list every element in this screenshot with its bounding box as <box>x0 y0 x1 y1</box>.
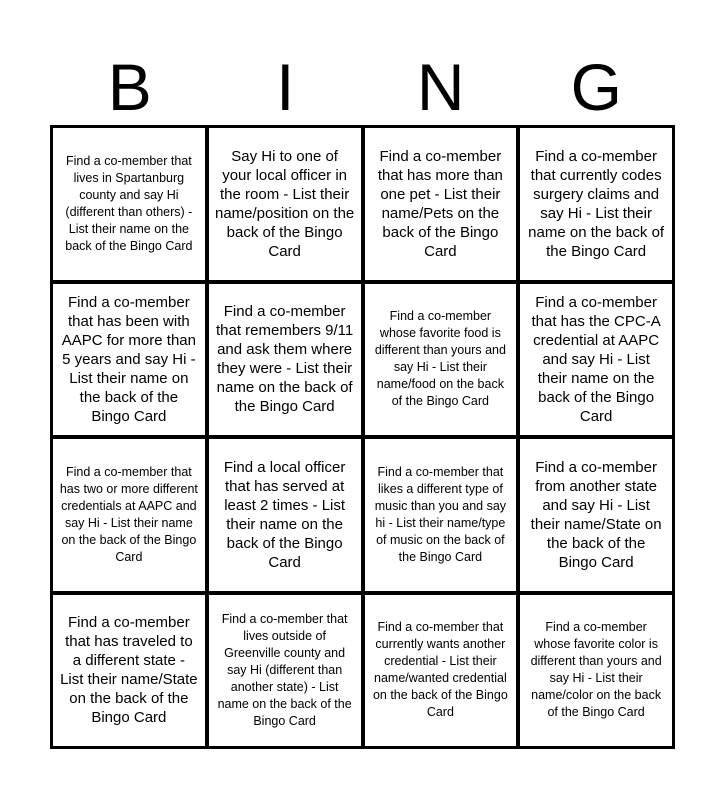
bingo-cell-r1c3[interactable] <box>365 128 517 280</box>
bingo-cell-text: Find a co-member that lives outside of Greenville county and say Hi (different than another state) - List name on the back of the Bingo Card <box>217 611 352 728</box>
bingo-cell-text: Say Hi to one of your local officer in the room - List their name/position on the back of the Bingo Card <box>214 147 355 260</box>
bingo-cell-r4c1[interactable] <box>53 595 205 747</box>
bingo-cell-text: Find a co-member whose favorite food is different than yours and say Hi - List their name/food on the back of the Bingo Card <box>374 309 506 409</box>
bingo-cell-text: Find a co-member that currently codes surgery claims and say Hi - List their name on the back of the Bingo Card <box>528 147 665 260</box>
bingo-board <box>50 125 675 749</box>
bingo-header <box>52 52 674 122</box>
bingo-cell-r3c4[interactable] <box>520 439 672 591</box>
bingo-cell-r3c2[interactable] <box>209 439 361 591</box>
bingo-cell-text: Find a co-member that has more than one pet - List their name/Pets on the back of the Bingo Card <box>377 147 503 260</box>
bingo-cell-text: Find a co-member that lives in Spartanburg county and say Hi (different than others) - List their name on the back of the Bingo Card <box>65 153 193 253</box>
header-letter-g: G <box>570 50 622 124</box>
bingo-cell-text: Find a co-member that likes a different type of music than you and say hi - List their name/type of music on the back of the Bingo Card <box>374 464 507 564</box>
bingo-cell-r1c4[interactable] <box>520 128 672 280</box>
bingo-cell-r4c4[interactable] <box>520 595 672 747</box>
bingo-cell-r1c2[interactable] <box>209 128 361 280</box>
bingo-cell-r2c4[interactable] <box>520 284 672 436</box>
bingo-cell-text: Find a local officer that has served at least 2 times - List their name on the back of the Bingo Card <box>223 458 346 571</box>
bingo-cell-text: Find a co-member whose favorite color is different than yours and say Hi - List their name/color on the back of the Bingo Card <box>530 620 662 720</box>
bingo-cell-text: Find a co-member that has the CPC-A credential at AAPC and say Hi - List their name on the back of the Bingo Card <box>531 293 661 425</box>
bingo-cell-r2c2[interactable] <box>209 284 361 436</box>
bingo-cell-text: Find a co-member from another state and say Hi - List their name/State on the back of the Bingo Card <box>530 458 662 571</box>
header-letter-b: B <box>107 50 152 124</box>
bingo-cell-r1c1[interactable] <box>53 128 205 280</box>
bingo-cell-r4c2[interactable] <box>209 595 361 747</box>
bingo-cell-r2c1[interactable] <box>53 284 205 436</box>
bingo-cell-r4c3[interactable] <box>365 595 517 747</box>
bingo-cell-text: Find a co-member that has been with AAPC for more than 5 years and say Hi - List their name on the back of the Bingo Card <box>61 293 196 425</box>
bingo-cell-r2c3[interactable] <box>365 284 517 436</box>
bingo-cell-r3c3[interactable] <box>365 439 517 591</box>
bingo-cell-text: Find a co-member that remembers 9/11 and ask them where they were - List their name on the back of the Bingo Card <box>215 303 354 416</box>
bingo-cell-text: Find a co-member that currently wants another credential - List their name/wanted credential on the back of the Bingo Card <box>372 620 508 720</box>
bingo-cell-r3c1[interactable] <box>53 439 205 591</box>
header-letter-i: I <box>276 50 295 124</box>
header-letter-n: N <box>416 50 465 124</box>
bingo-cell-text: Find a co-member that has two or more different credentials at AAPC and say Hi - List their name on the back of the Bingo Card <box>59 464 198 564</box>
bingo-cell-text: Find a co-member that has traveled to a different state - List their name/State on the back of the Bingo Card <box>60 614 198 727</box>
